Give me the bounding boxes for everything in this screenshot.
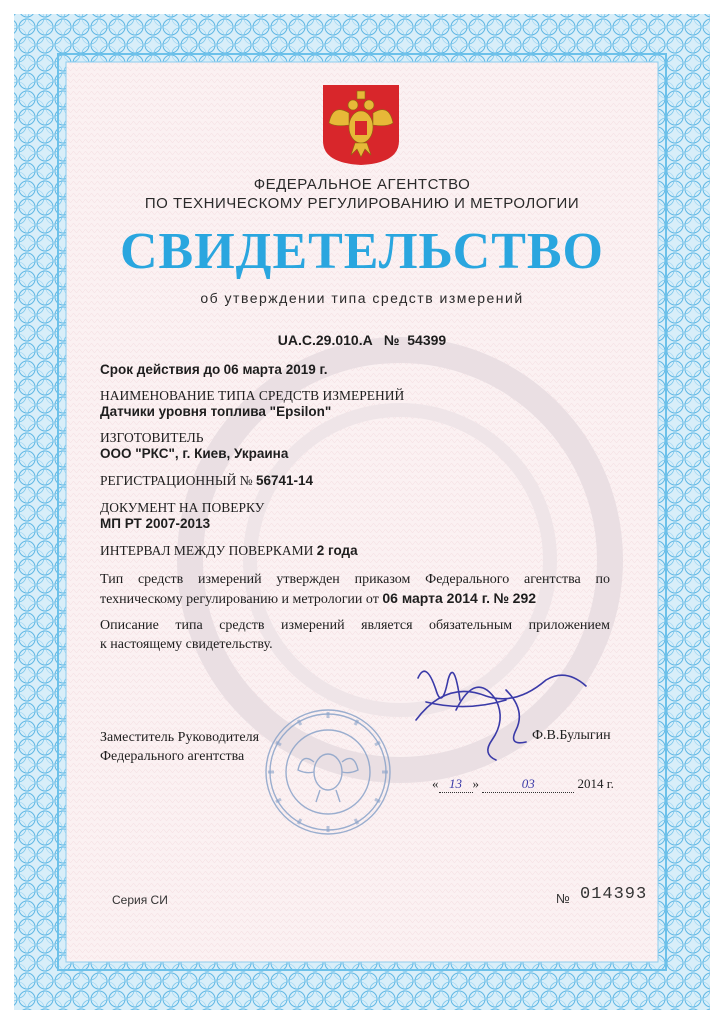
approval-paragraph — [100, 570, 610, 609]
interval-row — [100, 543, 358, 559]
registration-label: РЕГИСТРАЦИОННЫЙ № — [100, 473, 253, 488]
description-line2: к настоящему свидетельству. — [100, 637, 273, 652]
registration-value: 56741-14 — [256, 473, 314, 488]
coat-of-arms-icon — [321, 83, 401, 165]
validity-row — [100, 362, 328, 378]
agency-name-line2: ПО ТЕХНИЧЕСКОМУ РЕГУЛИРОВАНИЮ И МЕТРОЛОГИИ — [144, 195, 580, 212]
date-year: 2014 г. — [577, 776, 614, 791]
cert-code: UA.C.29.010.A — [277, 332, 373, 348]
manufacturer-value: ООО "РКС", г. Киев, Украина — [100, 446, 289, 461]
certificate-subtitle: об утверждении типа средств измерений — [200, 290, 524, 306]
approval-line1: Тип средств измерений утвержден приказом Федерального агентства по — [100, 572, 610, 587]
type-name-value: Датчики уровня топлива "Epsilon" — [100, 404, 332, 419]
verification-doc-label: ДОКУМЕНТ НА ПОВЕРКУ — [100, 500, 265, 515]
form-number: 014393 — [580, 885, 648, 904]
approval-line2 — [100, 589, 610, 609]
validity-label: Срок действия до — [100, 362, 221, 377]
cert-no-label: № — [383, 332, 400, 348]
agency-name-line1: ФЕДЕРАЛЬНОЕ АГЕНТСТВО — [253, 176, 471, 193]
date-day: 13 — [439, 776, 473, 793]
description-line1: Описание типа средств измерений является обязательным приложением — [100, 618, 610, 633]
interval-value: 2 года — [316, 543, 358, 558]
interval-label: ИНТЕРВАЛ МЕЖДУ ПОВЕРКАМИ — [100, 543, 314, 558]
verification-doc-value: МП РТ 2007-2013 — [100, 516, 211, 531]
cert-no: 54399 — [407, 332, 447, 348]
certificate-number — [0, 332, 724, 348]
signature-date: « 13 » 03 2014 г. — [432, 776, 614, 791]
certificate-title: СВИДЕТЕЛЬСТВО — [119, 223, 605, 280]
signatory-position — [100, 728, 259, 766]
registration-row — [100, 473, 313, 489]
series-label: Серия СИ — [112, 893, 168, 907]
approval-number: 292 — [512, 590, 537, 606]
position-line1: Заместитель Руководителя — [100, 730, 260, 745]
handwritten-signature — [396, 650, 596, 770]
signatory-name: Ф.В.Булыгин — [532, 728, 611, 743]
official-stamp — [262, 706, 394, 838]
type-name-label: НАИМЕНОВАНИЕ ТИПА СРЕДСТВ ИЗМЕРЕНИЙ — [100, 388, 405, 403]
description-paragraph — [100, 616, 610, 654]
approval-no-label: № — [493, 590, 510, 606]
form-number-label: № — [556, 891, 570, 906]
approval-line2-text: техническому регулированию и метрологии от — [100, 592, 379, 607]
approval-date: 06 марта 2014 г. — [382, 590, 491, 606]
validity-value: 06 марта 2019 г. — [223, 362, 328, 377]
position-line2: Федерального агентства — [100, 749, 245, 764]
manufacturer-label: ИЗГОТОВИТЕЛЬ — [100, 430, 204, 445]
date-month: 03 — [482, 776, 574, 793]
